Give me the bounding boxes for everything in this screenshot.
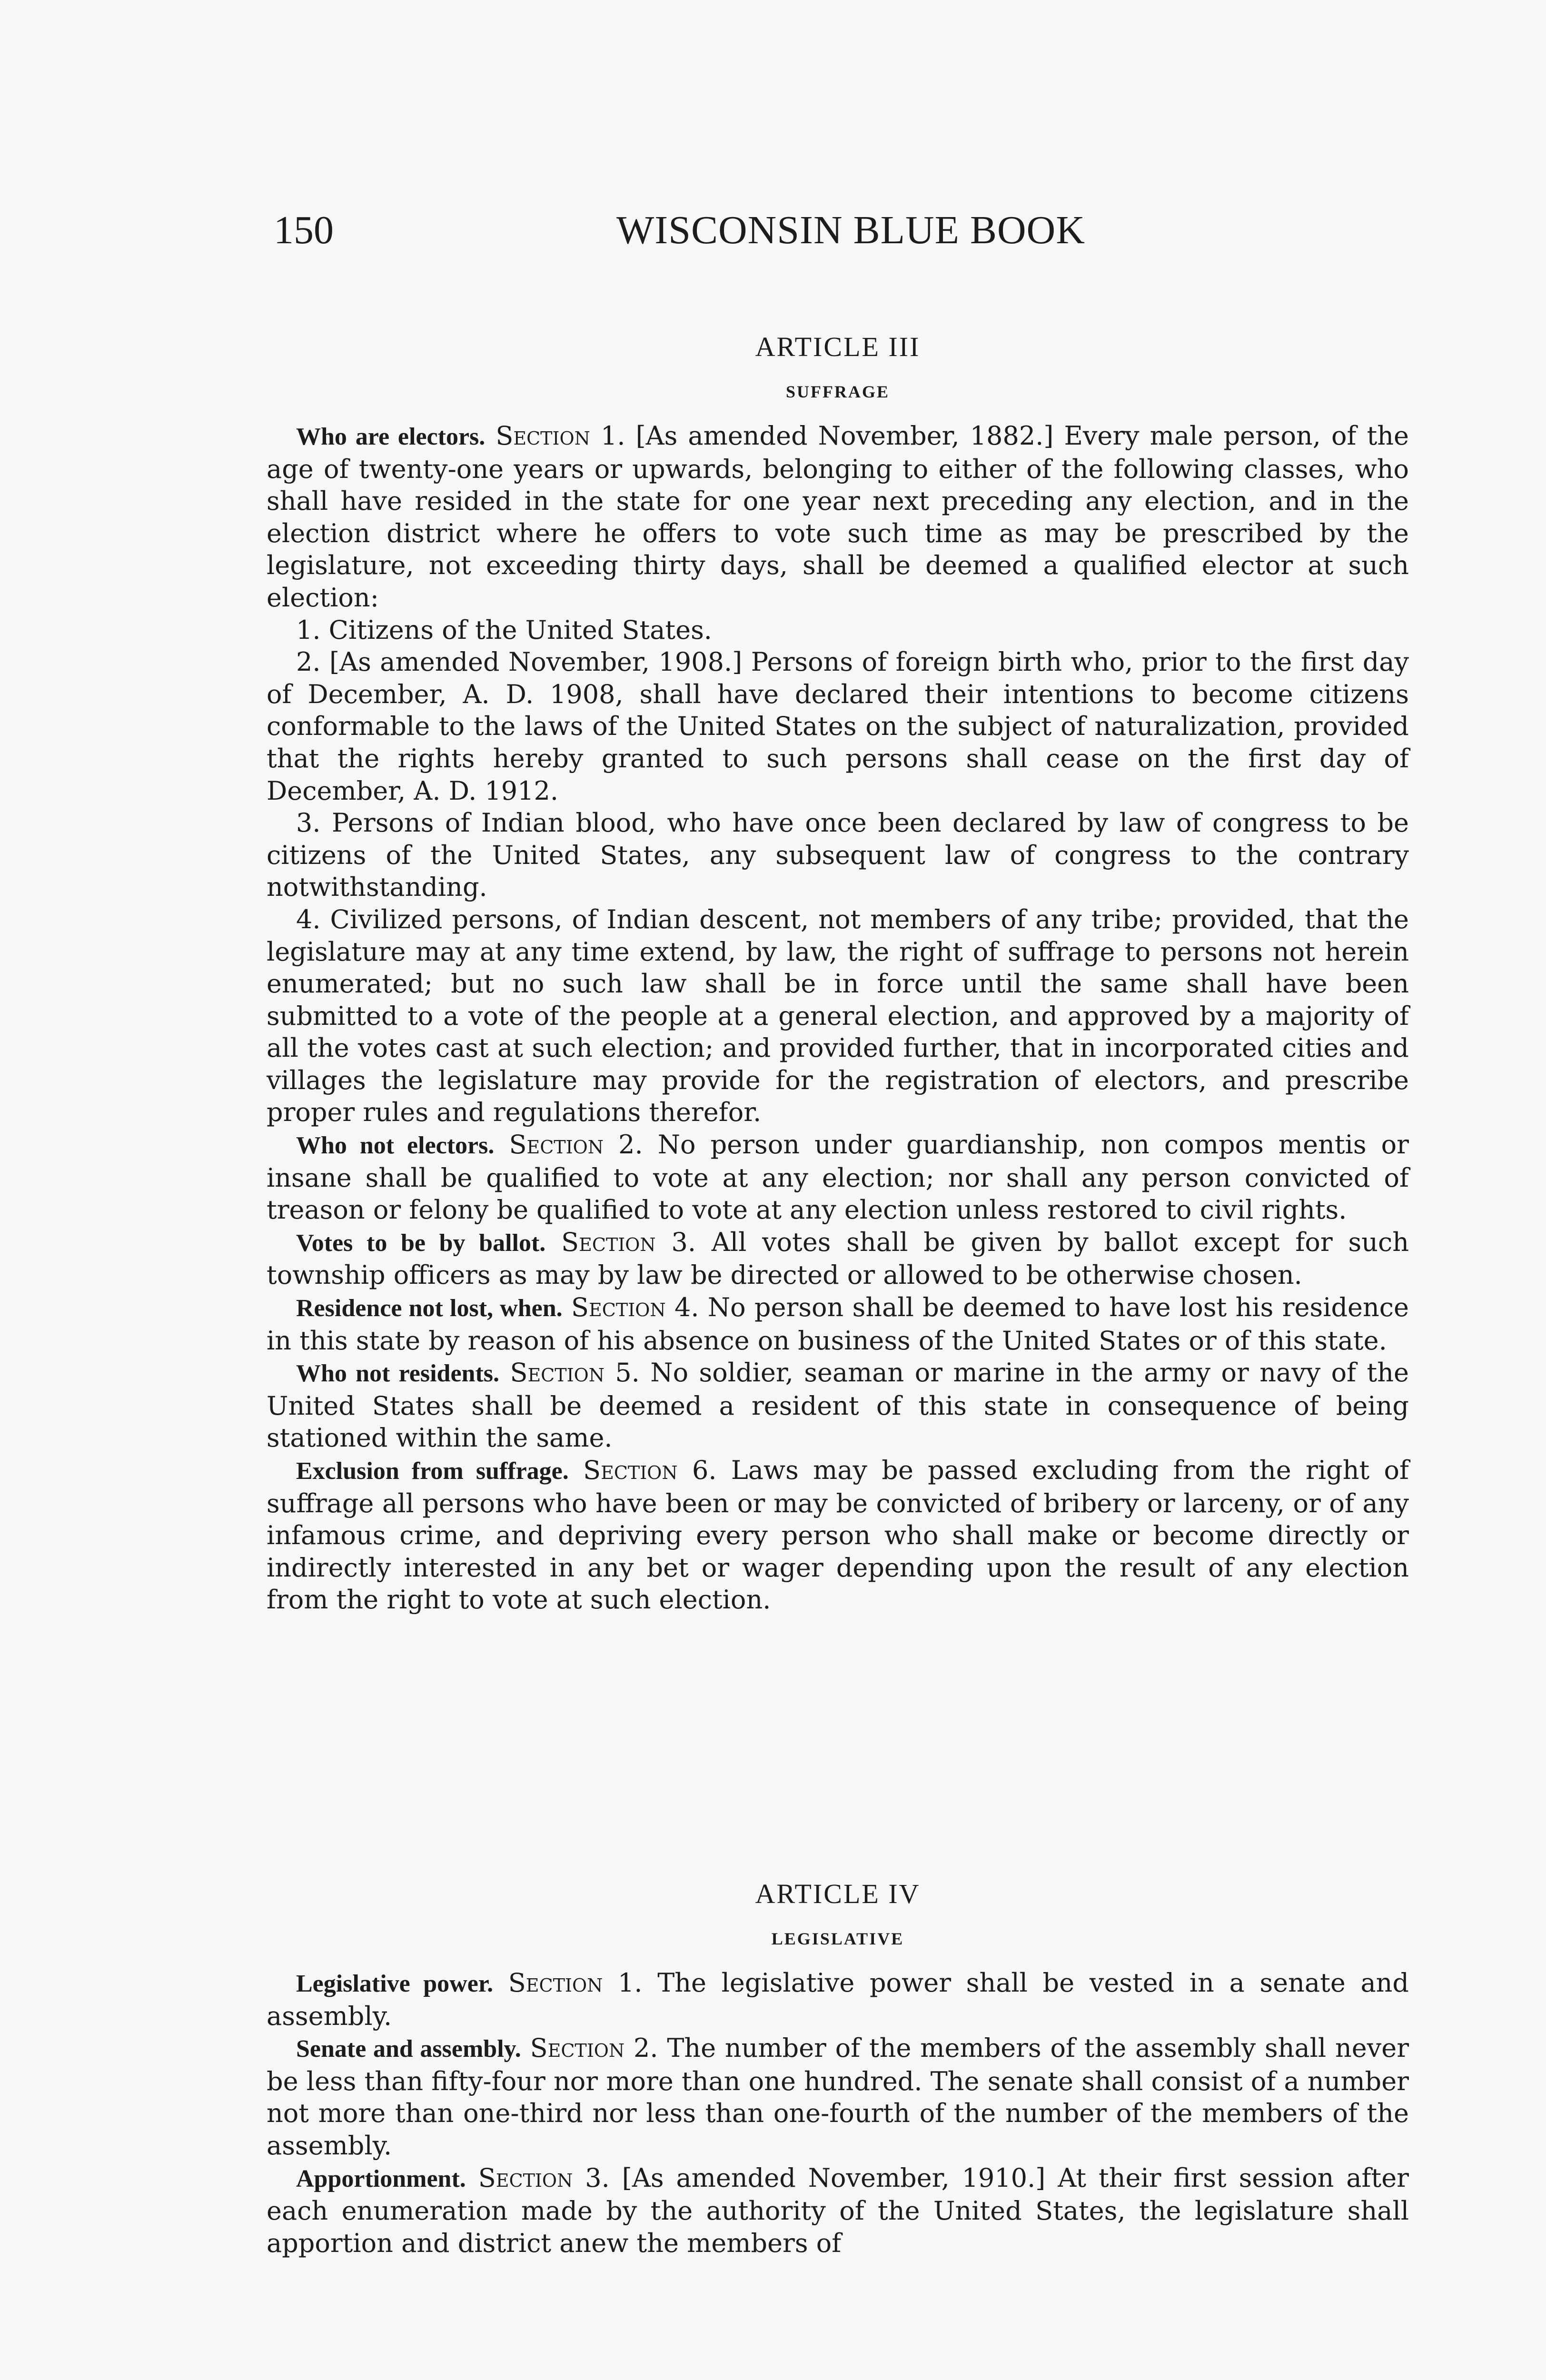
section-text: All votes shall be given by ballot except for such township officers as may by law be directed or allowed to be otherwise chosen. bbox=[267, 1227, 1409, 1290]
section-label: Section 1. bbox=[496, 421, 625, 451]
section-label: Section 1. bbox=[508, 1968, 643, 1998]
section-3 bbox=[267, 1226, 1409, 1291]
section-3 bbox=[267, 2162, 1409, 2260]
section-4 bbox=[267, 1291, 1409, 1357]
article-iv bbox=[267, 1878, 1409, 2259]
section-label: Section 5. bbox=[510, 1358, 640, 1388]
side-heading: Who not electors. bbox=[296, 1132, 495, 1160]
article-subtitle: LEGISLATIVE bbox=[771, 1929, 904, 1948]
side-heading: Who not residents. bbox=[296, 1360, 500, 1388]
list-item: 2. [As amended November, 1908.] Persons of foreign birth who, prior to the first day of December, A. D. 1908, shall have declared their intentions to become citizens conformable to the laws of the United States on the subject of naturalization, provided that the rights hereby granted to such persons shall cease on the first day of December, A. D. 1912. bbox=[267, 647, 1409, 806]
section-text: Laws may be passed excluding from the right of suffrage all persons who have been or may be convicted of bribery or larceny, or of any infamous crime, and depriving every person who shall make or become directly or indirectly interested in any bet or wager depending upon the result of any election from the right to vote at such election. bbox=[267, 1455, 1409, 1615]
article-body bbox=[267, 420, 1409, 1616]
section-5 bbox=[267, 1357, 1409, 1454]
section-label: Section 6. bbox=[583, 1455, 717, 1485]
list-item: 4. Civilized persons, of Indian descent, not members of any tribe; provided, that the legislature may at any time extend, by law, the right of suffrage to persons not herein enumerated; but no such law shall be in force until the same shall have been submitted to a vote of the people at a general election, and approved by a majority of all the votes cast at such election; and provided further, that in incorporated cities and villages the legislature may provide for the registration of electors, and prescribe proper rules and regulations therefor. bbox=[267, 904, 1409, 1128]
side-heading: Votes to be by ballot. bbox=[296, 1229, 546, 1257]
side-heading: Apportionment. bbox=[296, 2165, 466, 2192]
article-iii bbox=[267, 331, 1409, 1616]
section-label: Section 3. bbox=[561, 1227, 696, 1257]
side-heading: Senate and assembly. bbox=[296, 2035, 521, 2063]
page-number: 150 bbox=[274, 208, 334, 252]
article-title: ARTICLE IV bbox=[755, 1878, 921, 1909]
section-6 bbox=[267, 1454, 1409, 1616]
list-item: 1. Citizens of the United States. bbox=[296, 615, 712, 645]
section-label: Section 4. bbox=[571, 1292, 699, 1323]
section-1 bbox=[267, 420, 1409, 614]
section-label: Section 3. bbox=[478, 2162, 610, 2193]
side-heading: Who are electors. bbox=[296, 423, 486, 450]
running-title: WISCONSIN BLUE BOOK bbox=[616, 208, 1085, 252]
section-text: The legislative power shall be vested in a senate and assembly. bbox=[267, 1968, 1409, 2031]
section-text: No soldier, seaman or marine in the army or navy of the United States shall be deemed a resident of this state in consequence of being stationed within the same. bbox=[267, 1358, 1409, 1453]
side-heading: Legislative power. bbox=[296, 1970, 494, 1997]
side-heading: Exclusion from suffrage. bbox=[296, 1458, 569, 1485]
list-item: 3. Persons of Indian blood, who have once been declared by law of congress to be citizens of the United States, any subsequent law of congress to the contrary notwithstanding. bbox=[267, 808, 1409, 902]
section-2 bbox=[267, 2032, 1409, 2162]
section-label: Section 2. bbox=[509, 1130, 643, 1160]
section-1 bbox=[267, 1967, 1409, 2032]
section-text: No person under guardianship, non compos mentis or insane shall be qualified to vote at any election; nor shall any person convicted of treason or felony be qualified to vote at any election unless restored to civil rights. bbox=[267, 1130, 1409, 1225]
side-heading: Residence not lost, when. bbox=[296, 1295, 563, 1322]
section-text: [As amended November, 1882.] Every male person, of the age of twenty-one years or upwards, belonging to either of the following classes, who shall have resided in the state for one year next preceding any election, and in the election district where he offers to vote such time as may be prescribed by the legislature, not exceeding thirty days, shall be deemed a qualified elector at such election: bbox=[267, 421, 1409, 613]
page-header bbox=[274, 207, 1407, 259]
article-body bbox=[267, 1967, 1409, 2259]
section-text: No person shall be deemed to have lost his residence in this state by reason of his absence on business of the United States or of this state. bbox=[267, 1292, 1409, 1356]
article-subtitle: SUFFRAGE bbox=[785, 382, 890, 401]
section-2 bbox=[267, 1129, 1409, 1226]
section-text: The number of the members of the assembly shall never be less than fifty-four nor more than one hundred. The senate shall consist of a number not more than one-third nor less than one-fourth of the number of the members of the assembly. bbox=[267, 2033, 1409, 2161]
section-label: Section 2. bbox=[530, 2033, 658, 2063]
section-text: [As amended November, 1910.] At their first session after each enumeration made by the authority of the United States, the legislature shall apportion and district anew the members of bbox=[267, 2162, 1409, 2258]
article-title: ARTICLE III bbox=[755, 331, 921, 362]
